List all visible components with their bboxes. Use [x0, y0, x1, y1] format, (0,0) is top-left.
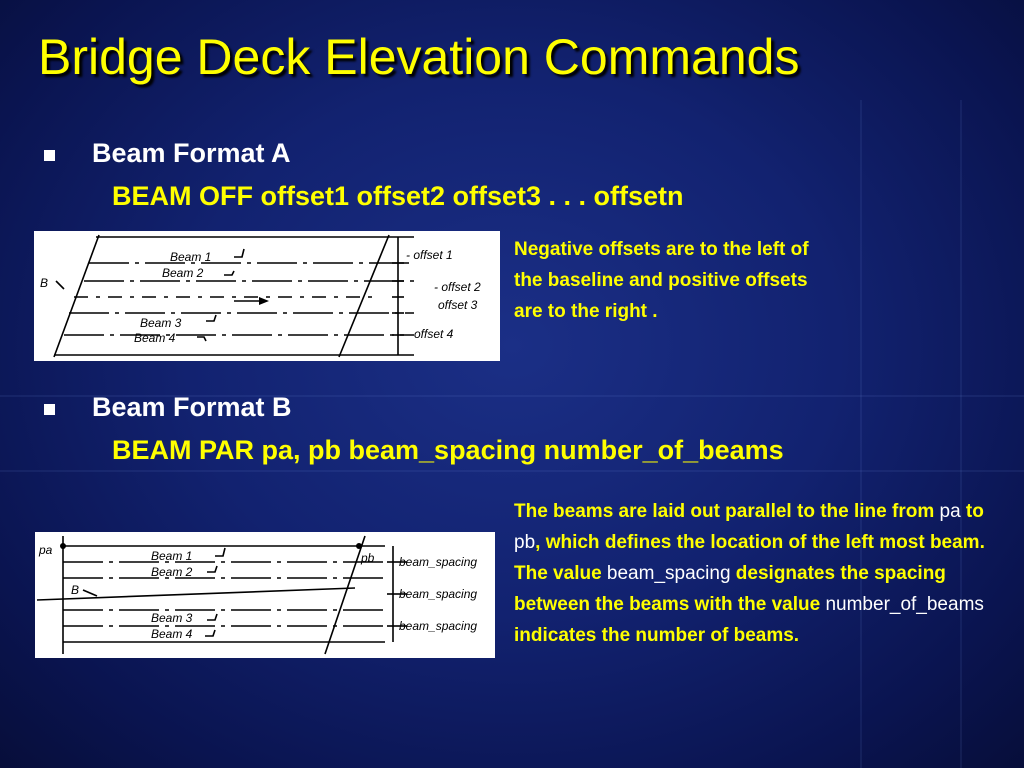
diagram-a-left-skew-line [54, 235, 99, 357]
note-b-text-3: , which defines the location of the left most beam. The value [514, 532, 985, 584]
diagram-b-right-skew-line [325, 536, 365, 654]
diagram-a-label-beam4: Beam 4 [134, 331, 176, 345]
diagram-a-label-offset2: - offset 2 [434, 280, 481, 294]
note-b-pa: pa [939, 501, 961, 522]
diagram-b-label-beam3: Beam 3 [151, 611, 193, 625]
diagram-b-label-spacing1: beam_spacing [399, 555, 478, 569]
diagram-b-label-pb: pb [361, 551, 375, 565]
bullet-b [44, 404, 55, 415]
diagram-b-label-spacing3: beam_spacing [399, 619, 478, 633]
note-b-number-of-beams: number_of_beams [825, 594, 984, 615]
note-b-beam-spacing: beam_spacing [606, 563, 731, 584]
diagram-beam-format-b [35, 532, 495, 658]
note-b-text-1: The beams are laid out parallel to the line from [514, 501, 940, 522]
diagram-a-label-beam1: Beam 1 [170, 250, 212, 264]
bullet-a [44, 150, 55, 161]
diagram-a-label-offset1: - offset 1 [406, 248, 453, 262]
diagram-beam-format-a [34, 231, 500, 361]
command-beam-off: BEAM OFF offset1 offset2 offset3 . . . offsetn [112, 181, 684, 211]
diagram-b-label-beam2: Beam 2 [151, 565, 193, 579]
diagram-b-label-pa: pa [39, 543, 53, 557]
diagram-b-label-spacing2: beam_spacing [399, 587, 478, 601]
background-line [0, 470, 1024, 472]
diagram-a-label-beam3: Beam 3 [140, 316, 182, 330]
background-line [860, 100, 862, 768]
diagram-a-label-beam2: Beam 2 [162, 266, 204, 280]
note-b-text-5: indicates the number of beams. [514, 625, 800, 646]
diagram-b-label-baseline: B [71, 583, 80, 597]
note-b-text-4: designates the spacing between the beams with the value [514, 563, 946, 615]
note-b-pb: pb [514, 532, 536, 553]
note-format-a: Negative offsets are to the left of the baseline and positive offsets are to the right . [514, 239, 809, 322]
diagram-a-label-offset3: offset 3 [438, 298, 478, 312]
command-beam-par: BEAM PAR pa, pb beam_spacing number_of_beams [112, 435, 784, 465]
heading-beam-format-b: Beam Format B [92, 392, 292, 422]
diagram-a-label-baseline: B [40, 276, 49, 290]
diagram-a-label-offset4: offset 4 [414, 327, 454, 341]
note-b-text-2: to [960, 501, 984, 522]
diagram-a-right-skew-line [339, 235, 389, 357]
note-format-b [514, 496, 992, 651]
diagram-b-baseline [37, 588, 355, 600]
diagram-b-label-beam4: Beam 4 [151, 627, 193, 641]
diagram-b-label-beam1: Beam 1 [151, 549, 193, 563]
slide-title: Bridge Deck Elevation Commands [38, 29, 800, 85]
background-line [960, 100, 962, 768]
heading-beam-format-a: Beam Format A [92, 138, 291, 168]
